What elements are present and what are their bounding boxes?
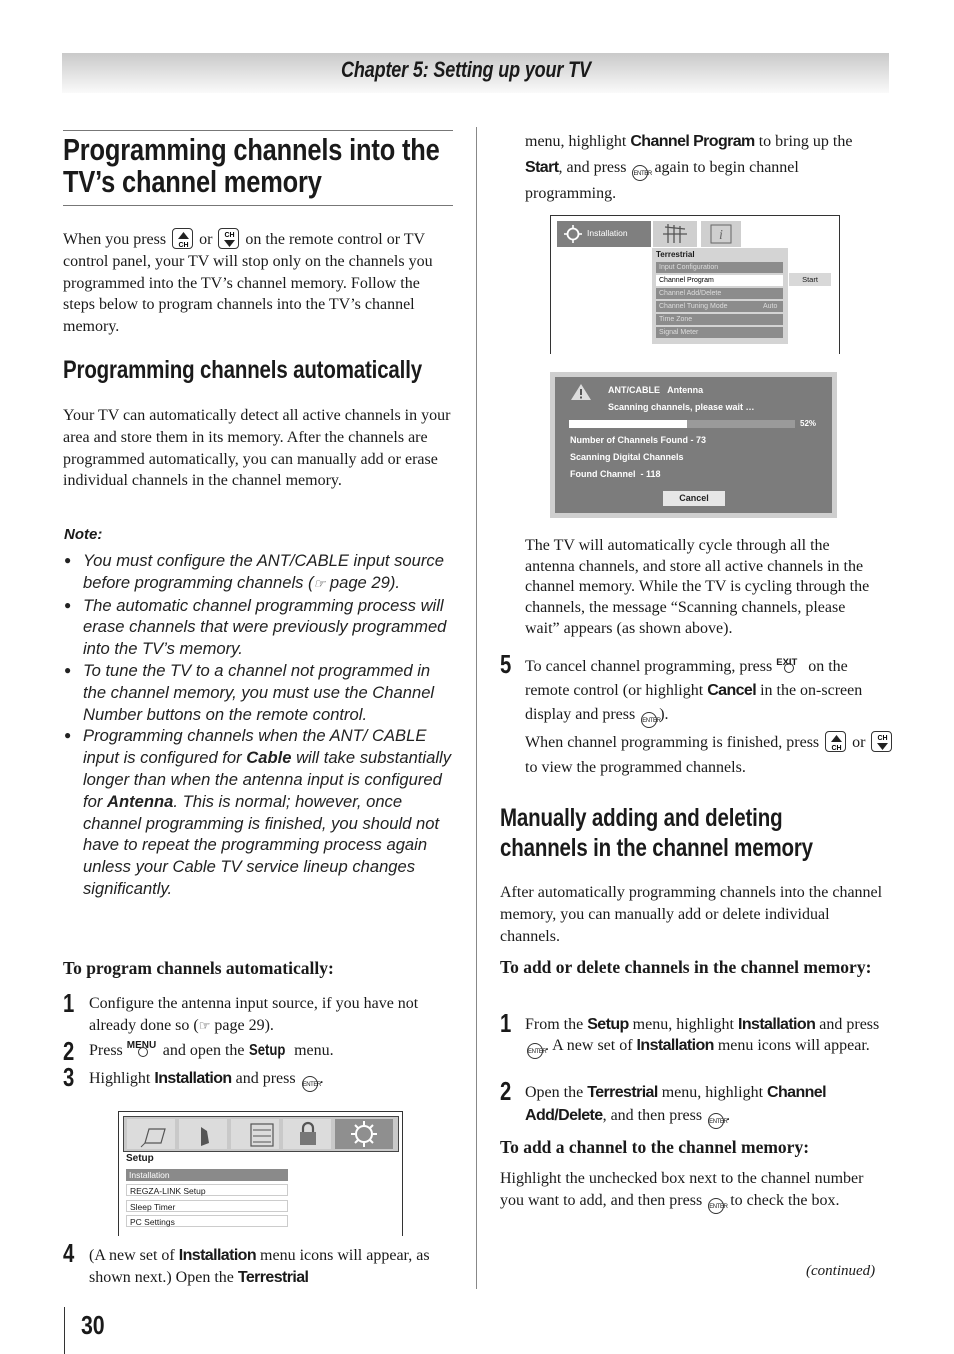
add-channel-paragraph: Highlight the unchecked box next to the channel number you want to add, and then press ENTER to check the box. bbox=[500, 1168, 890, 1214]
intro-paragraph: When you press CH or CH on the remote control or TV control panel, your TV will stop only on the channels you programmed into the TV’s channel memory. Follow the steps below to program channels into the TV’s channel memory. bbox=[63, 228, 455, 338]
menu-item-channel-add-delete[interactable]: Channel Add/Delete bbox=[656, 288, 783, 299]
menu-item-input-configuration[interactable]: Input Configuration bbox=[656, 262, 783, 273]
setup-gear-icon bbox=[335, 1119, 393, 1149]
step-5-text: To cancel channel programming, press EXIT on the remote control (or highlight Cancel in the on-screen display and press ENTER). bbox=[525, 655, 887, 728]
title-rule-top bbox=[63, 130, 453, 131]
setup-item-sleep-timer[interactable]: Sleep Timer bbox=[126, 1200, 288, 1212]
note-label: Note: bbox=[64, 526, 103, 543]
note-item: ● You must configure the ANT/CABLE input source before programming channels (☞ page 29). bbox=[83, 550, 455, 595]
step-number: 3 bbox=[63, 1062, 75, 1092]
step-number: 1 bbox=[500, 1008, 512, 1038]
bullet-icon: ● bbox=[64, 597, 72, 612]
start-button[interactable]: Start bbox=[789, 273, 831, 286]
exit-button-icon: EXIT bbox=[776, 657, 804, 673]
menu-item-channel-tuning-mode[interactable]: Channel Tuning Mode bbox=[656, 301, 783, 312]
enter-button-icon: ENTER bbox=[641, 712, 657, 728]
installation-tab-label: Installation bbox=[587, 228, 628, 238]
cycle-paragraph: The TV will automatically cycle through all the antenna channels, and store all active channels in the channel memory. While the TV is cycling through the channels, the message “Scanning channels, please wait” appears (as shown above). bbox=[525, 537, 870, 637]
step-number: 4 bbox=[63, 1238, 75, 1268]
scan-status-line: Scanning channels, please wait … bbox=[608, 402, 755, 412]
step-1-text: Configure the antenna input source, if you have not already done so (☞ page 29). bbox=[89, 993, 449, 1037]
step-5-finish-text: When channel programming is finished, press CH or CH to view the programmed channels. bbox=[525, 730, 895, 780]
picture-icon bbox=[127, 1119, 175, 1149]
step-3-text: Highlight Installation and press ENTER. bbox=[89, 1068, 449, 1092]
step-2-text: Press MENU and open the Setup menu. bbox=[89, 1040, 334, 1059]
setup-item-installation[interactable]: Installation bbox=[126, 1169, 288, 1181]
menu-item-time-zone[interactable]: Time Zone bbox=[656, 314, 783, 325]
manual-step-2-text: Open the Terrestrial menu, highlight Channel Add/Delete, and then press ENTER. bbox=[525, 1081, 880, 1129]
channels-found-count: Number of Channels Found - 73 bbox=[570, 435, 707, 445]
setup-item-pc-settings[interactable]: PC Settings bbox=[126, 1215, 288, 1227]
bullet-icon: ● bbox=[64, 728, 72, 743]
note-item: ● To tune the TV to a channel not programmed in the channel memory, you must use the Channel Number buttons on the remote control. bbox=[64, 660, 435, 724]
section-title: Programming channels into the TV’s channel memory bbox=[63, 132, 440, 199]
bullet-icon: ● bbox=[64, 662, 72, 677]
continued-label: (continued) bbox=[806, 1263, 876, 1279]
note-item: ● The automatic channel programming process will erase channels that were previously programmed into the TV’s memory. bbox=[64, 595, 447, 659]
installation-menu-screenshot bbox=[550, 215, 840, 354]
step-number: 2 bbox=[500, 1076, 512, 1106]
sound-icon bbox=[179, 1119, 227, 1149]
bullet-icon: ● bbox=[64, 553, 72, 567]
svg-text:CH: CH bbox=[831, 745, 842, 752]
cancel-button[interactable]: Cancel bbox=[663, 491, 725, 506]
auto-paragraph: Your TV can automatically detect all active channels in your area and store them in its memory. After the channels are programmed automatically, you can manually add or erase individual channels in the channel memory. bbox=[63, 407, 451, 490]
tuning-mode-value: Auto bbox=[763, 303, 778, 310]
page-number-rule bbox=[64, 1307, 65, 1354]
page-reference-hand-icon: ☞ bbox=[313, 575, 326, 591]
column-divider bbox=[476, 127, 477, 1289]
add-delete-heading: To add or delete channels in the channel memory: bbox=[500, 957, 872, 977]
svg-text:CH: CH bbox=[877, 735, 889, 742]
add-channel-heading: To add a channel to the channel memory: bbox=[500, 1137, 810, 1157]
setup-menu-screenshot bbox=[118, 1111, 403, 1236]
title-rule-bottom bbox=[63, 205, 453, 206]
svg-text:CH: CH bbox=[224, 232, 235, 239]
svg-text:i: i bbox=[719, 228, 723, 243]
step-4-continued: menu, highlight Channel Program to bring up the Start, and press ENTER again to begin channel programming. bbox=[525, 133, 853, 202]
installation-gear-icon bbox=[563, 224, 583, 244]
step-4-text: (A new set of Installation menu icons will appear, as shown next.) Open the Terrestrial bbox=[89, 1247, 430, 1286]
ch-up-button-icon bbox=[825, 731, 846, 752]
menu-item-signal-meter[interactable]: Signal Meter bbox=[656, 327, 783, 338]
enter-button-icon: ENTER bbox=[527, 1043, 543, 1059]
steps-heading: To program channels automatically: bbox=[63, 958, 334, 978]
ch-down-button-icon bbox=[218, 228, 239, 249]
setup-item-regza-link[interactable]: REGZA-LINK Setup bbox=[126, 1184, 288, 1196]
enter-button-icon: ENTER bbox=[708, 1113, 724, 1129]
manual-paragraph: After automatically programming channels into the channel memory, you can manually add or delete individual channels. bbox=[500, 884, 883, 945]
ch-down-button-icon bbox=[871, 731, 892, 752]
scan-progress-fill bbox=[569, 420, 687, 428]
manual-section-title: Manually adding and deleting channels in the channel memory bbox=[500, 804, 813, 862]
step-number: 2 bbox=[63, 1036, 75, 1066]
page-number: 30 bbox=[81, 1310, 105, 1340]
subsection-heading-auto: Programming channels automatically bbox=[63, 356, 422, 384]
antenna-icon bbox=[653, 221, 697, 247]
note-list bbox=[64, 550, 455, 900]
chapter-title: Chapter 5: Setting up your TV bbox=[341, 57, 591, 82]
scan-progress-label: 52% bbox=[800, 419, 817, 428]
preferences-icon bbox=[231, 1119, 279, 1149]
manual-step-1-text: From the Setup menu, highlight Installation and press ENTER. A new set of Installation menu icons will appear. bbox=[525, 1014, 880, 1059]
scanning-type: Scanning Digital Channels bbox=[570, 452, 684, 462]
menu-item-channel-program[interactable]: Channel Program bbox=[656, 275, 783, 286]
enter-button-icon: ENTER bbox=[708, 1198, 724, 1214]
note-item: ● Programming channels when the ANT/ CABLE input is configured for Cable will take substantially longer than when the antenna input is configured for Antenna. This is normal; however, once channel programming is finished, you should not have to repeat the programming process again unless your Cable TV service lineup changes significantly. bbox=[64, 726, 452, 898]
svg-text:CH: CH bbox=[178, 242, 189, 249]
step-number: 5 bbox=[500, 649, 512, 679]
scan-source-line: ANT/CABLE Antenna bbox=[608, 385, 704, 395]
setup-menu-title: Setup bbox=[126, 1153, 154, 1164]
menu-button-icon: MENU bbox=[127, 1041, 159, 1057]
step-number: 1 bbox=[63, 988, 75, 1018]
terrestrial-title: Terrestrial bbox=[656, 250, 695, 259]
found-channel: Found Channel - 118 bbox=[570, 469, 661, 479]
scan-dialog-screenshot bbox=[550, 372, 837, 518]
lock-icon bbox=[283, 1119, 331, 1149]
page-reference-hand-icon: ☞ bbox=[198, 1017, 211, 1033]
warning-icon bbox=[570, 383, 592, 401]
enter-button-icon: ENTER bbox=[632, 165, 648, 181]
enter-button-icon: ENTER bbox=[302, 1076, 318, 1092]
ch-up-button-icon bbox=[172, 228, 193, 249]
info-icon bbox=[701, 221, 741, 247]
